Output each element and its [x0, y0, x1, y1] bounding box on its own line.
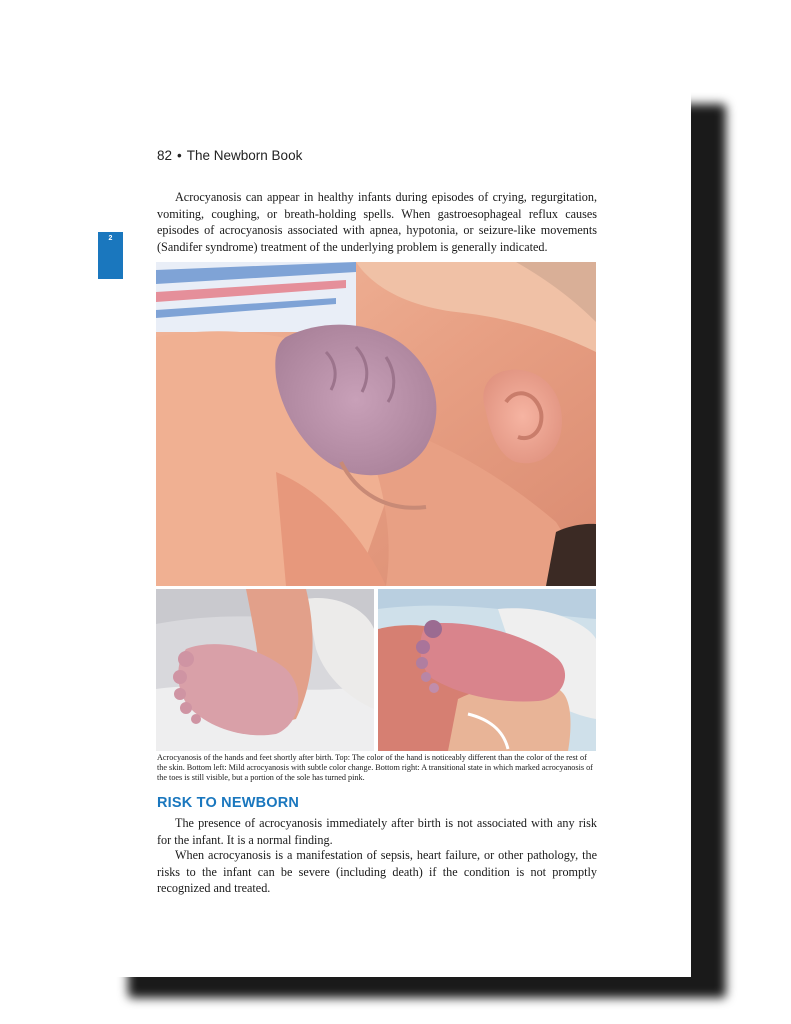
- figure-caption: Acrocyanosis of the hands and feet shortly after birth. Top: The color of the hand is noticeably different than the color of the rest of the skin. Bottom left: Mild acrocyanosis with subtle color change. Bottom right: A transitional state in which marked acrocyanosis of the toes is still visible, but a portion of the sole has turned pink.: [157, 753, 593, 782]
- running-header: [157, 148, 302, 163]
- book-title: The Newborn Book: [186, 148, 303, 163]
- section-paragraph-1: The presence of acrocyanosis immediately after birth is not associated with any risk for the infant. It is a normal finding.: [157, 816, 597, 847]
- photo-foot-mild: [156, 589, 374, 751]
- chapter-tab: 2: [98, 232, 123, 279]
- intro-paragraph: Acrocyanosis can appear in healthy infants during episodes of crying, regurgitation, vomiting, coughing, or breath-holding spells. When gastroesophageal reflux causes episodes of acrocyanosis associated with apnea, hypotonia, or seizure-like movements (Sandifer syndrome) treatment of the underlying problem is generally indicated.: [157, 190, 597, 254]
- photo-hand-acrocyanosis: [156, 262, 596, 586]
- header-bullet: •: [177, 148, 182, 163]
- section-paragraph-2: When acrocyanosis is a manifestation of sepsis, heart failure, or other pathology, the risks to the infant can be severe (including death) if the condition is not promptly recognized and treated.: [157, 848, 597, 895]
- section-heading: RISK TO NEWBORN: [157, 795, 300, 811]
- book-page: [108, 82, 691, 977]
- page-number: 82: [157, 148, 173, 163]
- photo-foot-transitional: [378, 589, 596, 751]
